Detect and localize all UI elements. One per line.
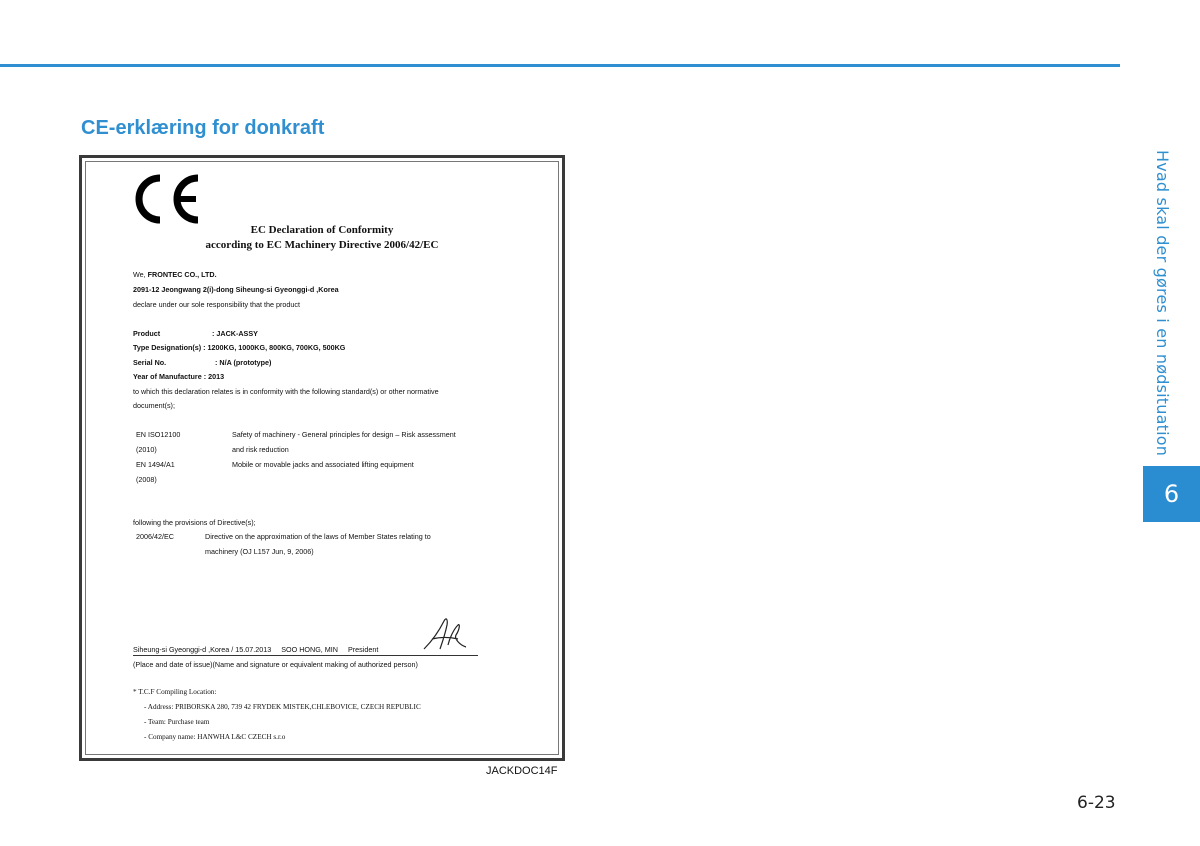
tcf-team: - Team: Purchase team: [144, 718, 210, 726]
directive-line-1: Directive on the approximation of the laws of Member States relating to: [205, 532, 431, 541]
sign-title: President: [347, 645, 379, 654]
product-value: : JACK-ASSY: [212, 329, 258, 338]
year-label: Year of Manufacture: [133, 372, 202, 381]
serial-value: : N/A (prototype): [215, 358, 272, 367]
tcf-title: * T.C.F Compiling Location:: [133, 688, 217, 696]
conformity-line-1: to which this declaration relates is in conformity with the following standard(s) or other normative: [133, 387, 439, 396]
section-title: CE-erklæring for donkraft: [81, 117, 325, 139]
sign-name: SOO HONG, MIN: [281, 645, 338, 654]
standard-desc: Safety of machinery - General principles for design – Risk assessment: [232, 430, 456, 439]
signature-line: [133, 645, 378, 654]
declare-line: declare under our sole responsibility that the product: [133, 300, 301, 309]
doc-heading-2: according to EC Machinery Directive 2006/42/EC: [205, 239, 439, 251]
chapter-side-title: Hvad skal der gøres i en nødsituation: [1153, 150, 1172, 457]
directive-code: 2006/42/EC: [136, 532, 174, 541]
company-line: [133, 270, 217, 279]
standard-code: (2008): [136, 475, 157, 484]
company-address: 2091-12 Jeongwang 2(i)-dong Siheung-si Gyeonggi-d ,Korea: [133, 285, 339, 294]
type-label: Type Designation(s): [133, 343, 202, 352]
type-line: [133, 343, 345, 352]
following-line: following the provisions of Directive(s);: [133, 518, 256, 527]
year-line: [133, 372, 224, 381]
image-caption: JACKDOC14F: [486, 765, 558, 777]
standard-code: EN 1494/A1: [136, 460, 175, 469]
tcf-company: - Company name: HANWHA L&C CZECH s.r.o: [144, 733, 286, 741]
we-prefix: We,: [133, 270, 146, 279]
top-rule: [0, 64, 1120, 67]
type-value: : 1200KG, 1000KG, 800KG, 700KG, 500KG: [203, 343, 346, 352]
serial-label: Serial No.: [133, 358, 167, 367]
chapter-tab: 6: [1143, 466, 1200, 522]
company-name: FRONTEC CO., LTD.: [147, 270, 217, 279]
standard-desc: Mobile or movable jacks and associated lifting equipment: [232, 460, 414, 469]
product-label: Product: [133, 329, 161, 338]
ce-mark-icon: [132, 172, 202, 226]
standard-code: (2010): [136, 445, 157, 454]
doc-heading-1: EC Declaration of Conformity: [250, 224, 394, 236]
signature-underline: [133, 655, 478, 656]
standard-code: EN ISO12100: [136, 430, 181, 439]
conformity-line-2: document(s);: [133, 401, 175, 410]
page-number: 6-23: [1077, 793, 1116, 813]
declaration-document: [79, 155, 565, 761]
sign-place: Siheung-si Gyeonggi-d ,Korea / 15.07.2013: [133, 645, 272, 654]
standard-desc: and risk reduction: [232, 445, 289, 454]
handwritten-signature-icon: [420, 615, 470, 655]
year-value: : 2013: [203, 372, 225, 381]
directive-line-2: machinery (OJ L157 Jun, 9, 2006): [205, 547, 314, 556]
tcf-address: - Address: PRIBORSKA 280, 739 42 FRYDEK MISTEK,CHLEBOVICE, CZECH REPUBLIC: [144, 703, 421, 711]
signature-caption: (Place and date of issue)(Name and signature or equivalent making of authorized person): [133, 660, 418, 669]
